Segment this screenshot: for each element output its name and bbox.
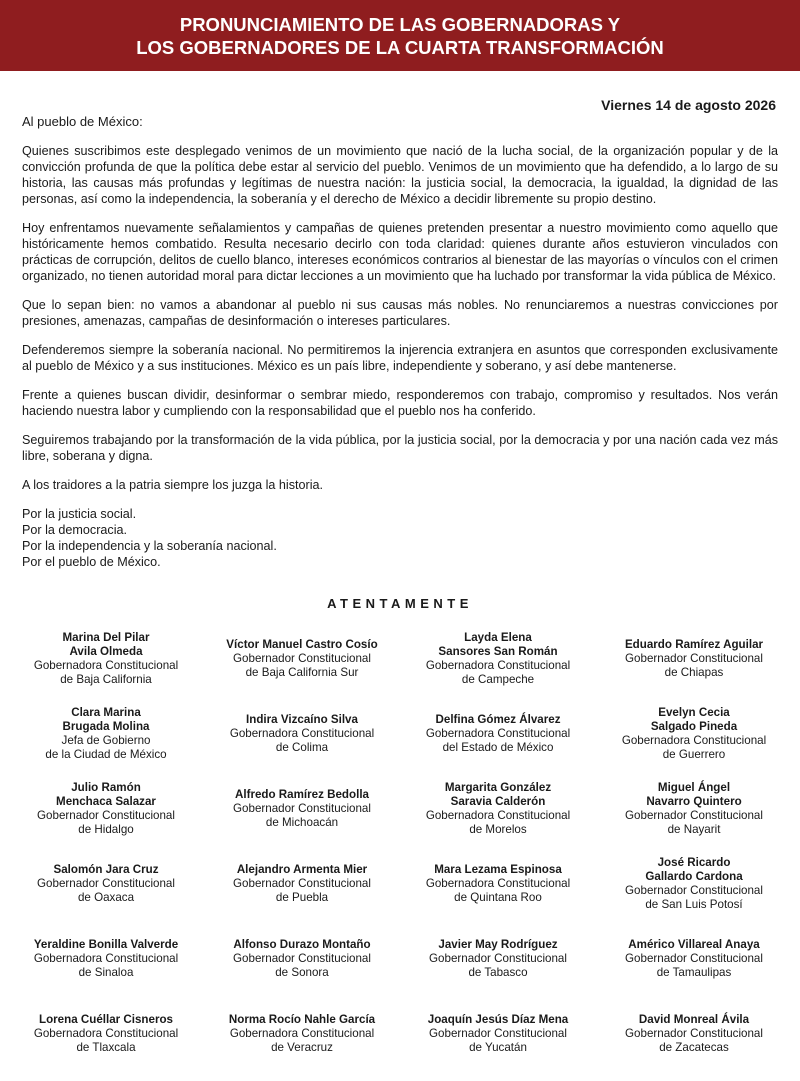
signatory-name: Joaquín Jesús Díaz Mena [427, 1013, 569, 1026]
signatory-role: Gobernador Constitucional [429, 952, 567, 965]
signatory-name: Layda Elena [464, 631, 532, 644]
signatory-role: Gobernador Constitucional [233, 802, 371, 815]
paragraph-2: Hoy enfrentamos nuevamente señalamientos y campañas de quienes pretenden presentar a nuestro movimiento como aquello que históricamente hemos combatido. Resulta necesario decirlo con toda claridad: quienes durante años estuvieron vinculados con prácticas de corrupción, delitos de cuello blanco, intereses económicos contrarios al bienestar de las mayorías o vínculos con el crimen organizado, no tienen autoridad moral para dictar lecciones a un movimiento que ha luchado por transformar la vida pública de México. [22, 221, 778, 283]
signatory-role: de Sinaloa [78, 966, 134, 979]
signatory-role: Gobernador Constitucional [625, 952, 763, 965]
signatory-role: de Sonora [275, 966, 329, 979]
signatory [206, 781, 398, 856]
signatory-name: Javier May Rodríguez [438, 938, 558, 951]
signatory [10, 1006, 202, 1081]
document-date: Viernes 14 de agosto 2026 [601, 97, 776, 113]
signature-heading: ATENTAMENTE [327, 596, 473, 611]
signatory [206, 631, 398, 706]
signatory-name: Margarita González [444, 781, 552, 794]
paragraph-3: Que lo sepan bien: no vamos a abandonar al pueblo ni sus causas más nobles. No renunciaremos a nuestras convicciones por presiones, amenazas, campañas de desinformación o intereses particulares. [22, 298, 778, 328]
spacer [22, 374, 778, 387]
signatory-role: Gobernador Constitucional [625, 884, 763, 897]
signatory-name: Indira Vizcaíno Silva [246, 713, 358, 726]
closing-lines [22, 506, 778, 570]
signatory-role: Gobernador Constitucional [233, 877, 371, 890]
signatory-name: Marina Del Pilar [62, 631, 150, 644]
header-banner [0, 0, 800, 71]
page-title-line-1: PRONUNCIAMIENTO DE LAS GOBERNADORAS Y [179, 13, 621, 35]
signatory [206, 931, 398, 1006]
signatory-role: de Morelos [469, 823, 527, 836]
signatory [206, 1006, 398, 1081]
paragraph-1: Quienes suscribimos este desplegado venimos de un movimiento que nació de la lucha social, de la organización popular y de la convicción profunda de que la política debe estar al servicio del pueblo. Venimos de un movimiento que ha defendido, a lo largo de su historia, las causas más profundas y legítimas de nuestra nación: la justicia social, la democracia, la igualdad, la dignidad de las personas, así como la independencia, la soberanía y el derecho de México a decidir libremente su propio destino. [22, 144, 778, 206]
signatory-name: Sansores San Román [438, 645, 558, 658]
signatory-role: Gobernadora Constitucional [33, 1027, 179, 1040]
signatory-name: Eduardo Ramírez Aguilar [624, 638, 764, 651]
signatory-name: Delfina Gómez Álvarez [435, 713, 561, 726]
spacer [22, 464, 778, 477]
signatory-name: Salgado Pineda [650, 720, 738, 733]
closing-line-1: Por la justicia social. [22, 507, 137, 521]
signatory-role: de Yucatán [469, 1041, 527, 1054]
signatory-role: de Nayarit [667, 823, 721, 836]
signatory-role: Gobernadora Constitucional [33, 659, 179, 672]
signatory [10, 631, 202, 699]
signatory-role: Gobernador Constitucional [625, 809, 763, 822]
signatory-role: de Tamaulipas [656, 966, 732, 979]
paragraph-7: A los traidores a la patria siempre los juzga la historia. [22, 478, 323, 492]
signatory-role: de Colima [275, 741, 329, 754]
signatory [206, 706, 398, 781]
page-title-line-2: LOS GOBERNADORES DE LA CUARTA TRANSFORMACIÓN [136, 36, 664, 58]
signatory [206, 856, 398, 931]
signatory [402, 1006, 594, 1081]
signatory-role: de Puebla [275, 891, 329, 904]
signatory-role: de Veracruz [271, 1041, 333, 1054]
closing-line-3: Por la independencia y la soberanía nacional. [22, 539, 277, 553]
signatories-grid [0, 631, 800, 1081]
signatory-role: Gobernadora Constitucional [425, 659, 571, 672]
signatory-name: Lorena Cuéllar Cisneros [38, 1013, 173, 1026]
signatory-role: Gobernadora Constitucional [229, 1027, 375, 1040]
signatory-role: Gobernadora Constitucional [229, 727, 375, 740]
signatory-name: Gallardo Cardona [645, 870, 743, 883]
document-body [0, 96, 800, 611]
signatory [402, 781, 594, 849]
paragraph-5: Frente a quienes buscan dividir, desinformar o sembrar miedo, responderemos con trabajo, compromiso y resultados. Nos verán haciendo nuestra labor y cumpliendo con la responsabilidad que el pueblo nos ha conferido. [22, 388, 778, 418]
signatory-name: Yeraldine Bonilla Valverde [33, 938, 179, 951]
salutation: Al pueblo de México: [22, 114, 143, 129]
signatory-role: de la Ciudad de México [45, 748, 167, 761]
spacer [22, 284, 778, 297]
signatory-role: Gobernador Constitucional [37, 809, 175, 822]
signatory-name: Víctor Manuel Castro Cosío [226, 638, 378, 651]
signatory-role: Gobernadora Constitucional [425, 727, 571, 740]
signatory-role: de Quintana Roo [454, 891, 542, 904]
signatory-role: Gobernador Constitucional [625, 652, 763, 665]
signatory [598, 706, 790, 774]
signatory-name: Menchaca Salazar [56, 795, 156, 808]
signatory-name: Evelyn Cecia [658, 706, 730, 719]
signatory-role: Gobernadora Constitucional [33, 952, 179, 965]
signatory-role: de Guerrero [662, 748, 726, 761]
signatory [598, 631, 790, 706]
signatory-name: Navarro Quintero [646, 795, 742, 808]
signatory [598, 1006, 790, 1081]
signatory-name: Alfonso Durazo Montaño [233, 938, 371, 951]
signatory-role: de Zacatecas [659, 1041, 729, 1054]
signatory [598, 781, 790, 849]
spacer [22, 329, 778, 342]
paragraph-4: Defenderemos siempre la soberanía nacional. No permitiremos la injerencia extranjera en asuntos que corresponden exclusivamente al pueblo de México y a sus instituciones. México es un país libre, independiente y soberano, y así debe mantenerse. [22, 343, 778, 373]
signatory-role: Gobernadora Constitucional [425, 809, 571, 822]
signatory-role: Gobernadora Constitucional [621, 734, 767, 747]
spacer [22, 493, 778, 506]
signatory-role: de Tabasco [468, 966, 528, 979]
signatory-role: de Michoacán [265, 816, 339, 829]
signatory-role: Gobernador Constitucional [625, 1027, 763, 1040]
signatory-name: José Ricardo [657, 856, 731, 869]
signatory-role: del Estado de México [442, 741, 554, 754]
signatory-role: Gobernador Constitucional [37, 877, 175, 890]
signatory [598, 931, 790, 1006]
signatory-name: David Monreal Ávila [638, 1013, 750, 1026]
signatory [402, 856, 594, 931]
signatory-role: Gobernador Constitucional [233, 952, 371, 965]
signatory-role: Jefa de Gobierno [61, 734, 151, 747]
signatory-name: Mara Lezama Espinosa [434, 863, 562, 876]
spacer [22, 207, 778, 220]
signatory-name: Américo Villareal Anaya [628, 938, 760, 951]
signatory [10, 706, 202, 774]
signatory-name: Alejandro Armenta Mier [236, 863, 368, 876]
signatory-name: Avila Olmeda [69, 645, 143, 658]
paragraph-6: Seguiremos trabajando por la transformación de la vida pública, por la justicia social, por la democracia y por una nación cada vez más libre, soberana y digna. [22, 433, 778, 463]
signatory-role: de Tlaxcala [76, 1041, 136, 1054]
signatory-name: Norma Rocío Nahle García [228, 1013, 376, 1026]
signatory-name: Miguel Ángel [657, 781, 731, 794]
signatory [10, 781, 202, 849]
spacer [22, 419, 778, 432]
signatory-role: de Campeche [461, 673, 535, 686]
signatory-role: de San Luis Potosí [645, 898, 743, 911]
signatory [402, 706, 594, 781]
spacer [22, 130, 778, 143]
closing-line-2: Por la democracia. [22, 523, 127, 537]
signatory-role: de Oaxaca [77, 891, 135, 904]
closing-line-4: Por el pueblo de México. [22, 555, 161, 569]
signatory [10, 856, 202, 931]
signatory [402, 931, 594, 1006]
signatory-role: de Hidalgo [78, 823, 134, 836]
signatory-name: Clara Marina [71, 706, 141, 719]
signatory-name: Saravia Calderón [450, 795, 546, 808]
signatory [10, 931, 202, 1006]
signatory-role: Gobernadora Constitucional [425, 877, 571, 890]
signatory [402, 631, 594, 699]
signatory [598, 856, 790, 924]
signatory-name: Alfredo Ramírez Bedolla [234, 788, 369, 801]
signatory-role: de Chiapas [664, 666, 724, 679]
signatory-role: de Baja California [60, 673, 152, 686]
signatory-name: Salomón Jara Cruz [53, 863, 159, 876]
signatory-role: Gobernador Constitucional [233, 652, 371, 665]
signatory-role: Gobernador Constitucional [429, 1027, 567, 1040]
signatory-role: de Baja California Sur [245, 666, 359, 679]
signatory-name: Brugada Molina [62, 720, 150, 733]
signatory-name: Julio Ramón [71, 781, 141, 794]
